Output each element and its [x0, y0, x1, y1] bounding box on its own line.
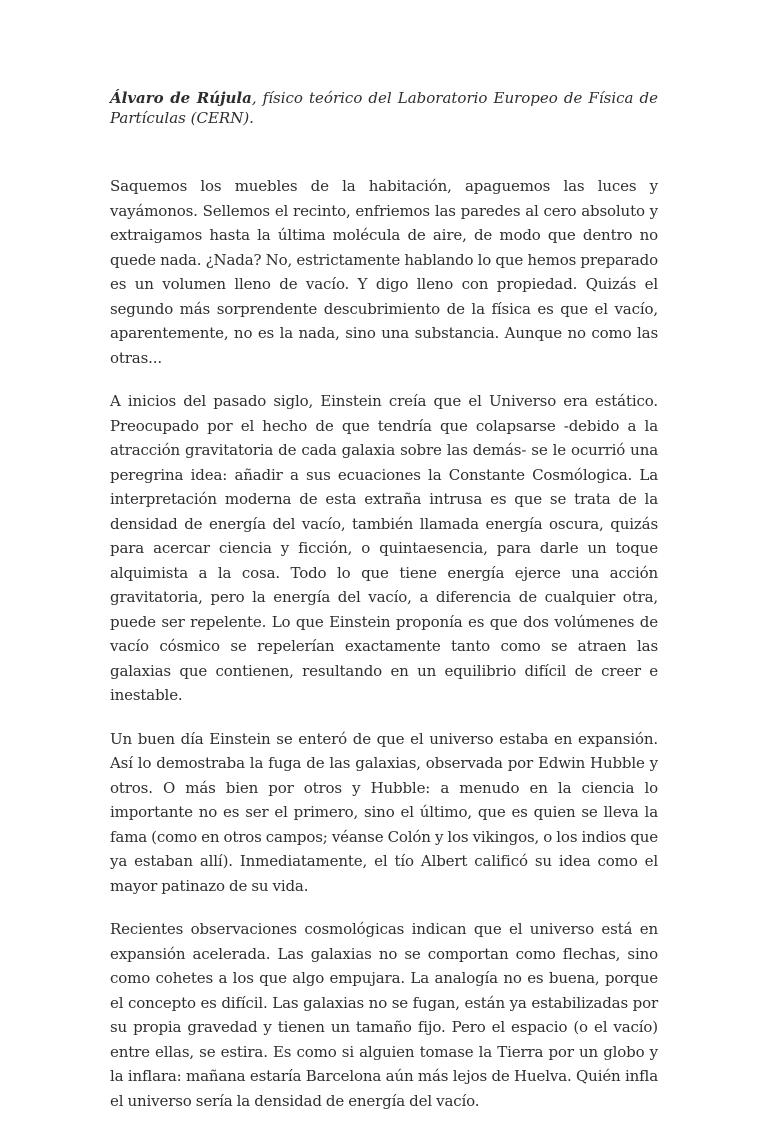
- paragraph-2: A inicios del pasado siglo, Einstein creía que el Universo era estático. Preocupado por el hecho de que tendría que colapsarse -debido a la atracción gravitatoria de cada galaxia sobre las demás- se le ocurrió una peregrina idea: añadir a sus ecuaciones la Constante Cosmólogica. La interpretación moderna de esta extraña intrusa es que se trata de la densidad de energía del vacío, también llamada energía oscura, quizás para acercar ciencia y ficción, o quintaesencia, para darle un toque alquimista a la cosa. Todo lo que tiene energía ejerce una acción gravitatoria, pero la energía del vacío, a diferencia de cualquier otra, puede ser repelente. Lo que Einstein proponía es que dos volúmenes de vacío cósmico se repelerían exactamente tanto como se atraen las galaxias que contienen, resultando en un equilibrio difícil de creer e inestable.: [110, 392, 658, 704]
- paragraph-1: Saquemos los muebles de la habitación, apaguemos las luces y vayámonos. Sellemos el recinto, enfriemos las paredes al cero absoluto y extraigamos hasta la última molécula de aire, de modo que dentro no quede nada. ¿Nada? No, estrictamente hablando lo que hemos preparado es un volumen lleno de vacío. Y digo lleno con propiedad. Quizás el segundo más sorprendente descubrimiento de la física es que el vacío, aparentemente, no es la nada, sino una substancia. Aunque no como las otras...: [110, 177, 658, 367]
- author-intro: [110, 88, 658, 128]
- author-name: Álvaro de Rújula: [110, 89, 252, 107]
- paragraph-4: Recientes observaciones cosmológicas indican que el universo está en expansión acelerada. Las galaxias no se comportan como flechas, sino como cohetes a los que algo empujara. La analogía no es buena, porque el concepto es difícil. Las galaxias no se fugan, están ya estabilizadas por su propia gravedad y tienen un tamaño fijo. Pero el espacio (o el vacío) entre ellas, se estira. Es como si alguien tomase la Tierra por un globo y la inflara: mañana estaría Barcelona aún más lejos de Huelva. Quién infla el universo sería la densidad de energía del vacío.: [110, 920, 658, 1110]
- document-page: [110, 88, 658, 1132]
- paragraph-3: Un buen día Einstein se enteró de que el universo estaba en expansión. Así lo demostraba la fuga de las galaxias, observada por Edwin Hubble y otros. O más bien por otros y Hubble: a menudo en la ciencia lo importante no es ser el primero, sino el último, que es quien se lleva la fama (como en otros campos; véanse Colón y los vikingos, o los indios que ya estaban allí). Inmediatamente, el tío Albert calificó su idea como el mayor patinazo de su vida.: [110, 729, 658, 895]
- author-affiliation: , físico teórico del Laboratorio Europeo de Física de Partículas (CERN).: [110, 89, 658, 127]
